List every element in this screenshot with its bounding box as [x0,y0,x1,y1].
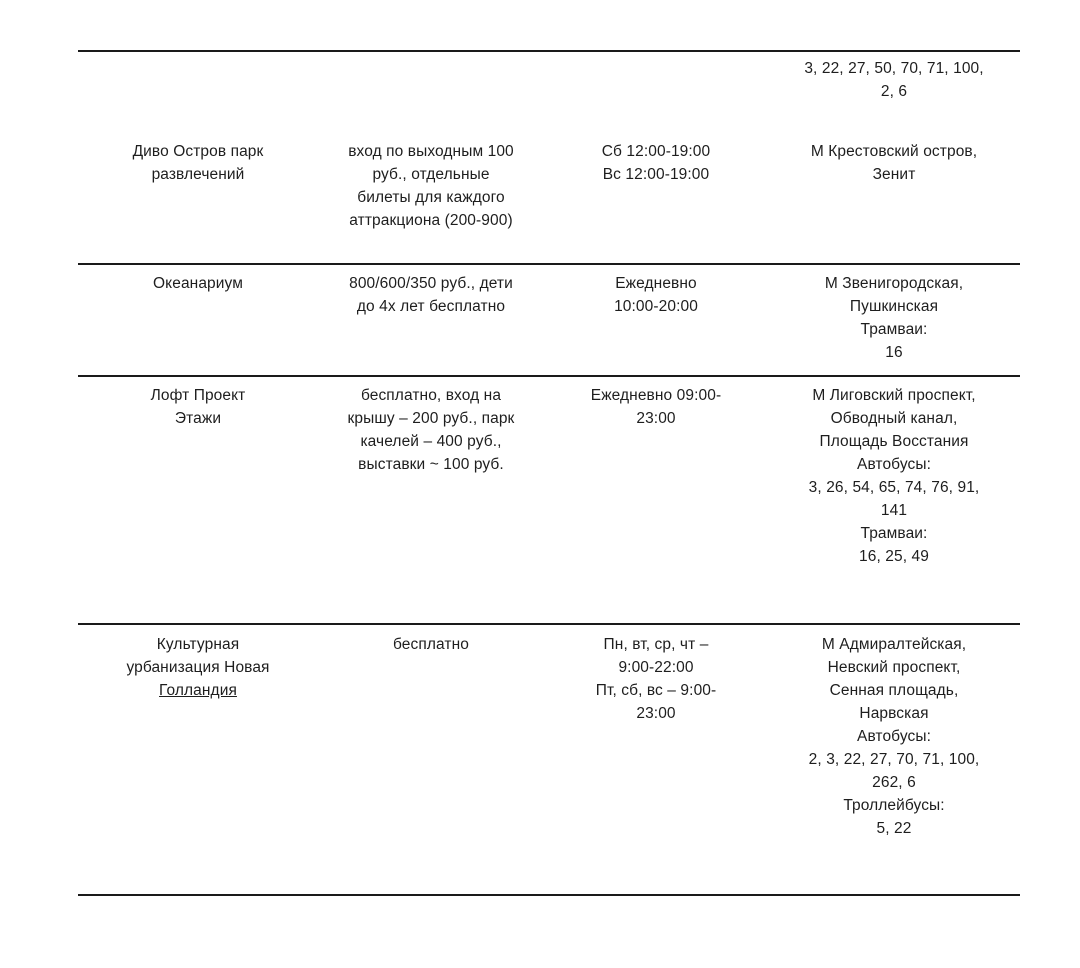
hours-line: 23:00 [636,410,676,427]
hours-cell [544,272,768,318]
transport-line: 3, 22, 27, 50, 70, 71, 100, [804,60,984,77]
table-top-border [78,50,1020,52]
row-divider [78,375,1020,377]
transport-cell [768,384,1020,568]
transport-line: 3, 26, 54, 65, 74, 76, 91, [808,479,980,496]
transport-cell [768,633,1020,840]
transport-line: М Лиговский проспект, [812,387,976,404]
transport-line: М Адмиралтейская, [821,636,967,653]
hours-line: 9:00-22:00 [618,659,694,676]
hours-line: 23:00 [636,705,676,722]
transport-line: Обводный канал, [830,410,958,427]
hours-line: Сб 12:00-19:00 [601,143,711,160]
place-name-cell [78,633,318,702]
price-line: 800/600/350 руб., дети [349,275,513,292]
transport-cell [768,57,1020,103]
transport-line: 16, 25, 49 [859,548,929,565]
transport-line: Пушкинская [849,298,939,315]
price-line: бесплатно [393,636,469,653]
transport-line: Зенит [872,166,916,183]
hours-line: Ежедневно [615,275,697,292]
price-line: руб., отдельные [372,166,490,183]
hours-line: Пт, сб, вс – 9:00- [595,682,717,699]
place-name-cell [78,272,318,295]
transport-cell [768,272,1020,364]
price-line: крышу – 200 руб., парк [347,410,515,427]
transport-line: Трамваи: [860,525,928,542]
place-name-cell [78,140,318,186]
transport-line: 16 [885,344,903,361]
hours-line: Пн, вт, ср, чт – [603,636,709,653]
price-line: до 4х лет бесплатно [356,298,506,315]
transport-line: Площадь Восстания [819,433,969,450]
transport-line: 2, 6 [880,83,908,100]
place-name-line: Океанариум [153,275,243,292]
place-name-line-wrap [78,679,318,702]
place-name-link[interactable]: Голландия [159,682,237,699]
hours-cell [544,384,768,430]
transport-line: Невский проспект, [827,659,961,676]
price-cell [318,140,544,232]
table-bottom-border [78,894,1020,896]
place-name-line: Диво Остров парк [132,143,264,160]
price-cell [318,384,544,476]
place-name-line: Культурная [156,636,240,653]
row-divider [78,623,1020,625]
transport-line: 262, 6 [872,774,916,791]
transport-line: Автобусы: [857,728,931,745]
price-line: качелей – 400 руб., [360,433,502,450]
transport-line: М Крестовский остров, [810,143,978,160]
transport-line: 141 [880,502,908,519]
hours-line: Вс 12:00-19:00 [602,166,710,183]
place-name-line: Лофт Проект [150,387,246,404]
transport-cell [768,140,1020,186]
hours-line: 10:00-20:00 [614,298,698,315]
hours-line: Ежедневно 09:00- [590,387,722,404]
place-name-cell [78,384,318,430]
price-line: билеты для каждого [357,189,505,206]
transport-line: 5, 22 [876,820,912,837]
place-name-line: Этажи [174,410,222,427]
transport-line: Трамваи: [860,321,928,338]
hours-cell [544,633,768,725]
transport-line: Троллейбусы: [843,797,945,814]
place-name-line: урбанизация Новая [126,659,270,676]
transport-line: Нарвская [859,705,929,722]
transport-line: 2, 3, 22, 27, 70, 71, 100, [808,751,980,768]
place-name-line: развлечений [151,166,245,183]
transport-line: М Звенигородская, [824,275,964,292]
price-line: бесплатно, вход на [360,387,502,404]
transport-line: Сенная площадь, [829,682,959,699]
transport-line: Автобусы: [857,456,931,473]
price-line: вход по выходным 100 [348,143,514,160]
row-divider [78,263,1020,265]
hours-cell [544,140,768,186]
price-line: выставки ~ 100 руб. [358,456,504,473]
price-cell [318,272,544,318]
price-line: аттракциона (200-900) [349,212,513,229]
price-cell [318,633,544,656]
